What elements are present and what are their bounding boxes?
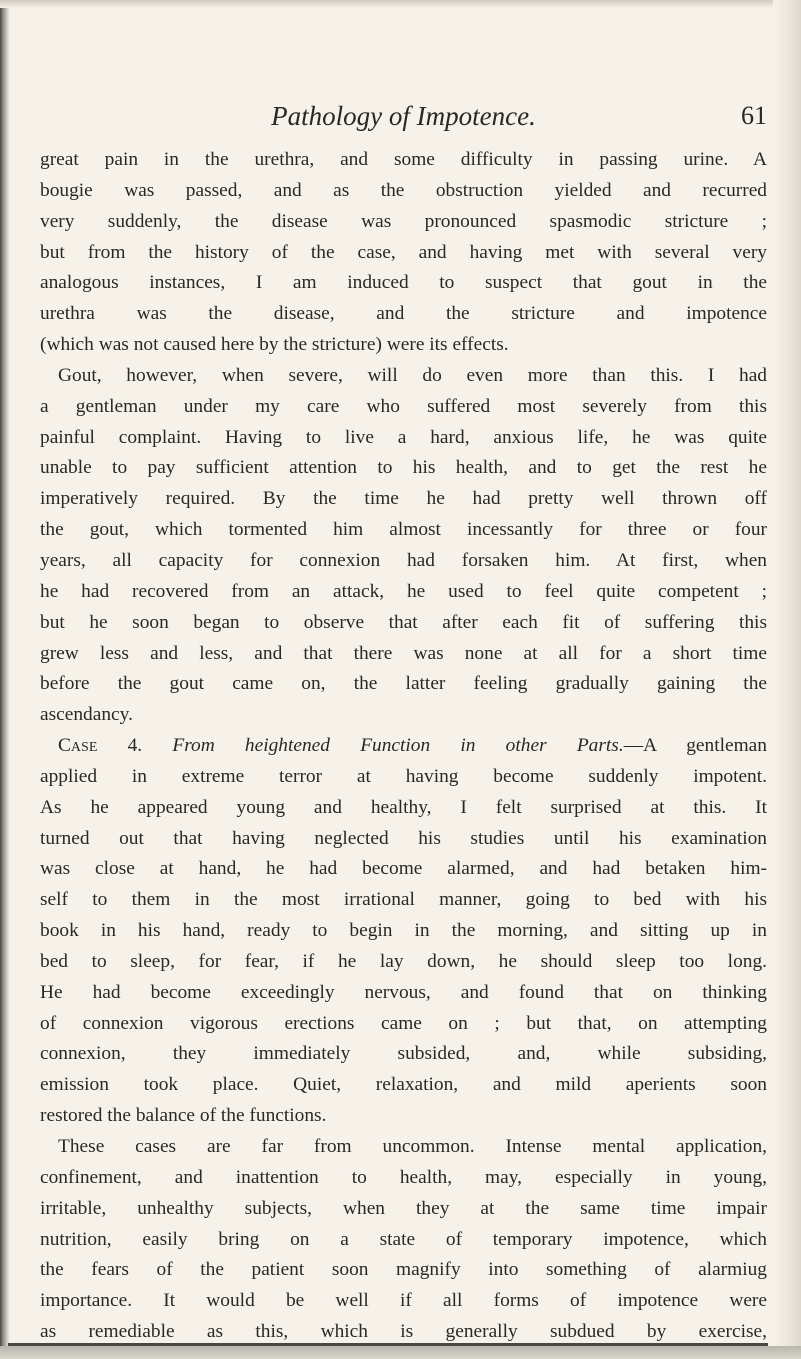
text-line: irritable, unhealthy subjects, when they at the same time impair	[40, 1197, 767, 1219]
page-top-edge	[0, 0, 801, 8]
text-line: was close at hand, he had become alarmed, and had betaken him-	[40, 858, 767, 880]
text-line: ascendancy.	[40, 704, 133, 726]
case-heading-line	[40, 731, 767, 762]
text-line: urethra was the disease, and the stricture and impotence	[40, 303, 767, 325]
text-line: years, all capacity for connexion had forsaken him. At first, when	[40, 549, 767, 571]
page-number: 61	[741, 101, 767, 130]
case-heading: From heightened Function in other Parts.	[172, 735, 624, 757]
body-text	[40, 145, 767, 1348]
text-line: self to them in the most irrational manner, going to bed with his	[40, 889, 767, 911]
text-line: turned out that having neglected his studies until his examination	[40, 827, 767, 849]
text-line: the gout, which tormented him almost incessantly for three or four	[40, 519, 767, 541]
text-line: great pain in the urethra, and some difficulty in passing urine. A	[40, 149, 767, 170]
running-head-title: Pathology of Impotence.	[271, 101, 536, 131]
text-line: of connexion vigorous erections came on ; but that, on attempting	[40, 1012, 767, 1034]
text-line: Gout, however, when severe, will do even more than this. I had	[58, 364, 767, 386]
text-line: As he appeared young and healthy, I felt surprised at this. It	[40, 796, 767, 818]
text-line: the fears of the patient soon magnify into something of alarmiug	[40, 1259, 767, 1281]
text-line: restored the balance of the functions.	[40, 1105, 327, 1127]
text-line: nutrition, easily bring on a state of temporary impotence, which	[40, 1228, 767, 1250]
text-line: as remediable as this, which is generally subdued by exercise,	[40, 1321, 767, 1343]
text-line: painful complaint. Having to live a hard, anxious life, he was quite	[40, 426, 767, 448]
text-line: before the gout came on, the latter feeling gradually gaining the	[40, 673, 767, 695]
text-line: but he soon began to observe that after each fit of suffering this	[40, 611, 767, 633]
text-line: (which was not caused here by the stricture) were its effects.	[40, 334, 509, 356]
text-line: grew less and less, and that there was none at all for a short time	[40, 642, 767, 664]
text-line: bougie was passed, and as the obstruction yielded and recurred	[40, 179, 767, 201]
text-line: analogous instances, I am induced to suspect that gout in the	[40, 272, 767, 294]
page-right-edge	[773, 0, 801, 1359]
text-line: connexion, they immediately subsided, and, while subsiding,	[40, 1043, 767, 1065]
text-line: unable to pay sufficient attention to his health, and to get the rest he	[40, 457, 767, 479]
text-line: bed to sleep, for fear, if he lay down, he should sleep too long.	[40, 950, 767, 972]
text-line: a gentleman under my care who suffered most severely from this	[40, 395, 767, 417]
text-line: He had become exceedingly nervous, and found that on thinking	[40, 981, 767, 1003]
text-line: importance. It would be well if all forms of impotence were	[40, 1290, 767, 1312]
text-line: but from the history of the case, and having met with several very	[40, 241, 767, 263]
binding-edge	[0, 0, 10, 1359]
page-bottom-shadow	[0, 1346, 801, 1359]
text-line: These cases are far from uncommon. Intense mental application,	[58, 1136, 767, 1157]
text-line: applied in extreme terror at having become suddenly impotent.	[40, 765, 767, 787]
text-line: he had recovered from an attack, he used to feel quite competent ;	[40, 580, 767, 602]
running-head	[40, 101, 767, 137]
text-line: book in his hand, ready to begin in the morning, and sitting up in	[40, 920, 767, 942]
text-line: imperatively required. By the time he had pretty well thrown off	[40, 488, 767, 510]
text-line: emission took place. Quiet, relaxation, and mild aperients soon	[40, 1074, 767, 1096]
text-line: confinement, and inattention to health, may, especially in young,	[40, 1166, 767, 1188]
text-line: very suddenly, the disease was pronounced spasmodic stricture ;	[40, 210, 767, 232]
case-heading-rest: —A gentleman	[623, 735, 767, 757]
case-number: Case 4.	[58, 735, 143, 757]
